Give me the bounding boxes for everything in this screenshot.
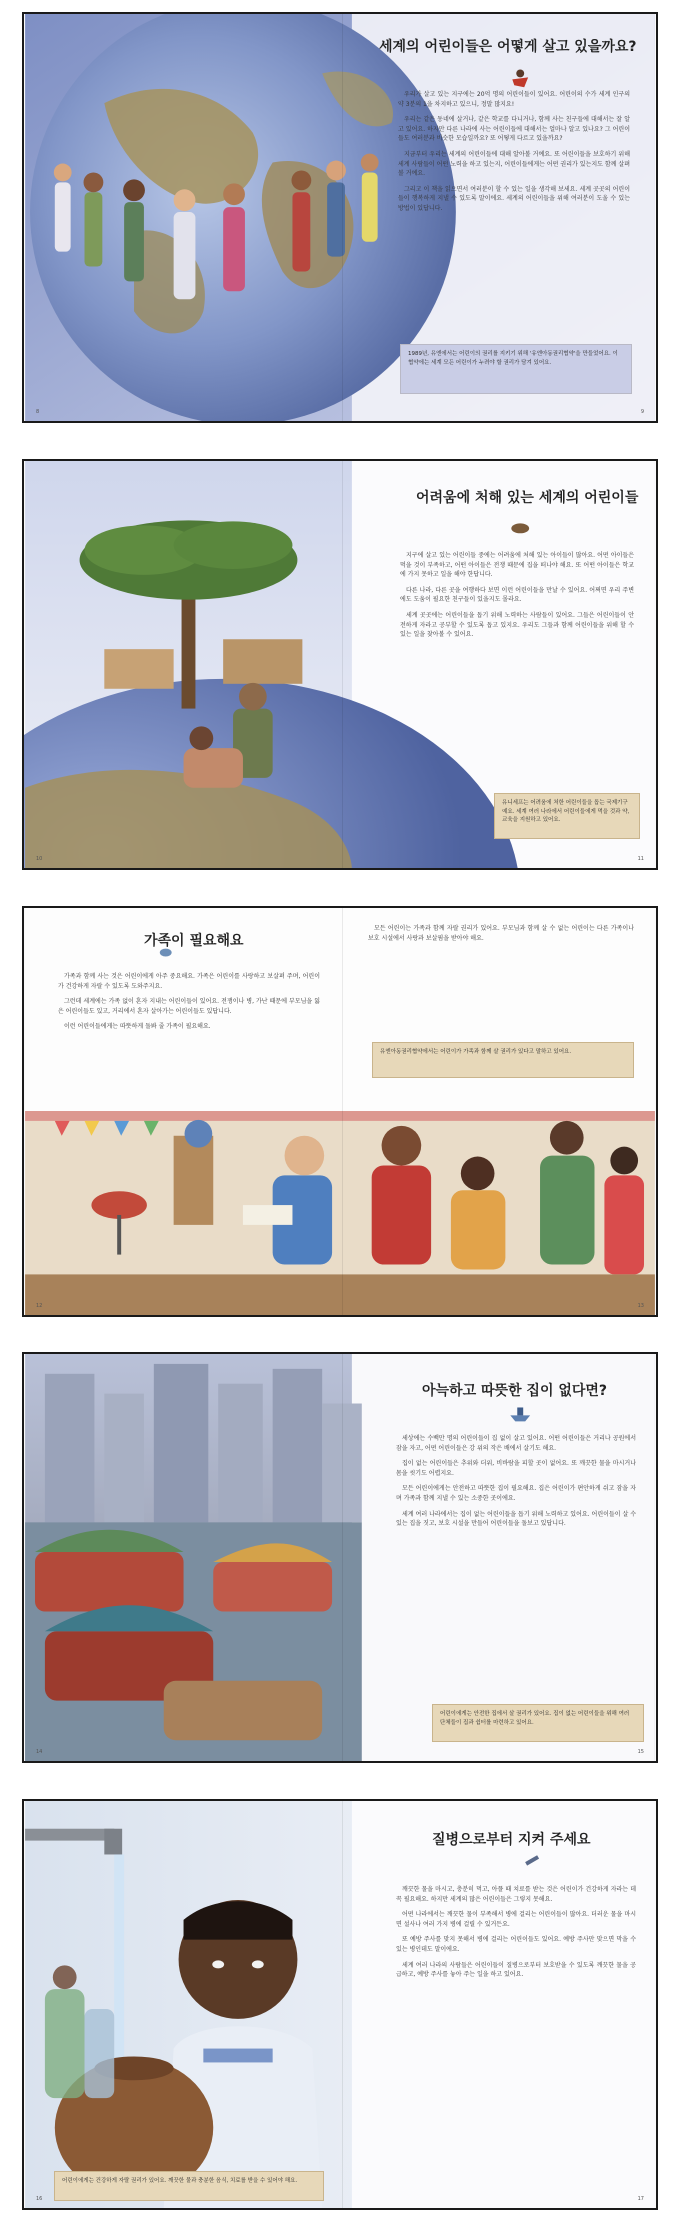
spread-4-paragraph: 모든 어린이에게는 안전하고 따뜻한 집이 필요해요. 집은 어린이가 편안하게 쉬고 잠을 자며 가족과 함께 지낼 수 있는 소중한 곳이에요. — [396, 1485, 636, 1502]
spread-3-paragraph: 모든 어린이는 가족과 함께 자랄 권리가 있어요. 부모님과 함께 살 수 없는 어린이는 다른 가족이나 보호 시설에서 사랑과 보살핌을 받아야 해요. — [368, 925, 634, 942]
spread-5-title: 질병으로부터 지켜 주세요 — [432, 1832, 591, 1848]
spread-5-paragraph: 세계 여러 나라의 사람들은 어린이들이 질병으로부터 보호받을 수 있도록 깨끗한 물을 공급하고, 예방 주사를 놓아 주는 일을 하고 있어요. — [396, 1961, 636, 1979]
page-gutter — [342, 14, 343, 421]
spread-3-body-left — [58, 972, 320, 1102]
page-number-right: 13 — [637, 1303, 644, 1309]
spread-1-paragraph: 지금부터 우리는 세계의 어린이들에 대해 알아볼 거예요. 또 어린이들을 보호하기 위해 세계 사람들이 어떤 노력을 하고 있는지, 어린이들에게는 어떤 권리가 있는지도 함께 살펴볼 거예요. — [398, 150, 630, 178]
spread-5 — [22, 1799, 658, 2210]
page-number-left: 10 — [36, 856, 43, 862]
page-gutter — [342, 1801, 343, 2208]
page-number-left: 12 — [36, 1303, 43, 1309]
spread-2 — [22, 459, 658, 870]
spread-4-paragraph: 세계 여러 나라에서는 집이 없는 어린이들을 돕기 위해 노력하고 있어요. 어린이들이 살 수 있는 집을 짓고, 보호 시설을 만들어 어린이들을 돌보고 있답니다. — [396, 1510, 636, 1528]
spread-3-paragraph: 그런데 세계에는 가족 없이 혼자 지내는 어린이들이 있어요. 전쟁이나 병, 가난 때문에 부모님을 잃은 어린이들도 있고, 거리에서 혼자 살아가는 어린이들도 있답니다. — [58, 998, 320, 1015]
page-gutter — [342, 461, 343, 868]
page-number-right: 17 — [637, 2196, 644, 2202]
spread-5-paragraph: 어떤 나라에서는 깨끗한 물이 부족해서 병에 걸리는 어린이들이 많아요. 더러운 물을 마시면 설사나 여러 가지 병에 걸릴 수 있거든요. — [396, 1911, 636, 1928]
spread-5-paragraph: 깨끗한 물을 마시고, 충분히 먹고, 아플 때 치료를 받는 것은 어린이가 건강하게 자라는 데 꼭 필요해요. 하지만 세계의 많은 어린이들은 그렇지 못해요. — [396, 1886, 636, 1903]
page-number-right: 11 — [637, 856, 644, 862]
spread-3-note-box: 유엔아동권리협약에서는 어린이가 가족과 함께 살 권리가 있다고 말하고 있어요. — [372, 1042, 634, 1078]
spread-1-paragraph: 그리고 이 책을 읽으면서 여러분이 할 수 있는 일을 생각해 보세요. 세계 곳곳의 어린이들이 행복하게 지낼 수 있도록 말이에요. 세계의 어린이들을 위해 여러분이 도울 수 있는 방법이 있답니다. — [398, 185, 630, 212]
spread-1-paragraph: 우리는 같은 동네에 살거나, 같은 학교를 다니거나, 함께 사는 친구들에 대해서는 잘 알고 있어요. 하지만 다른 나라에 사는 어린이들에 대해서는 얼마나 알고 있나요? 그 어린이들도 여러분과 비슷한 모습일까요? 또 어떻게 다르고 있을까요? — [398, 116, 630, 143]
spread-2-paragraph: 다른 나라, 다른 곳을 여행하다 보면 이런 어린이들을 만날 수 있어요. 어쩌면 우리 주변에도 도움이 필요한 친구들이 있을지도 몰라요. — [400, 586, 634, 604]
page-gutter — [342, 908, 343, 1315]
spread-4-title: 아늑하고 따뜻한 집이 없다면? — [422, 1383, 608, 1399]
spread-4-note-box: 어린이에게는 안전한 집에서 살 권리가 있어요. 집이 없는 어린이들을 위해 여러 단체들이 집과 쉼터를 마련하고 있어요. — [432, 1704, 644, 1742]
spread-1-paragraph: 우리가 살고 있는 지구에는 20억 명의 어린이들이 있어요. 어린이의 수가 세계 인구의 약 3분의 1을 차지하고 있으니, 정말 많지요! — [398, 91, 630, 108]
spread-3-body-right — [368, 924, 634, 1034]
spread-1-title: 세계의 어린이들은 어떻게 살고 있을까요? — [379, 39, 637, 55]
spread-2-title: 어려움에 처해 있는 세계의 어린이들 — [416, 490, 639, 506]
spread-1-body — [398, 90, 630, 310]
spread-5-note-box: 어린이에게는 건강하게 자랄 권리가 있어요. 깨끗한 물과 충분한 음식, 치료를 받을 수 있어야 해요. — [54, 2171, 324, 2201]
page-number-left: 14 — [36, 1749, 43, 1755]
spread-3-paragraph: 이런 어린이들에게는 따뜻하게 돌봐 줄 가족이 필요해요. — [64, 1023, 211, 1031]
spread-4-body — [396, 1434, 636, 1690]
page-gutter — [342, 1354, 343, 1761]
page-number-left: 16 — [36, 2196, 43, 2202]
spread-2-paragraph: 지구에 살고 있는 어린이들 중에는 어려움에 처해 있는 아이들이 많아요. 어떤 아이들은 먹을 것이 부족하고, 어떤 아이들은 전쟁 때문에 집을 떠나야 해요. 또 어떤 아이들은 학교에 가지 못하고 일을 해야 한답니다. — [400, 552, 634, 579]
spread-4-paragraph: 세상에는 수백만 명의 어린이들이 집 없이 살고 있어요. 어떤 어린이들은 거리나 공원에서 잠을 자고, 어떤 어린이들은 강 위의 작은 배에서 살기도 해요. — [396, 1435, 636, 1452]
spread-4-paragraph: 집이 없는 어린이들은 추위와 더위, 비바람을 피할 곳이 없어요. 또 깨끗한 물을 마시거나 몸을 씻기도 어렵지요. — [396, 1460, 636, 1477]
spread-3 — [22, 906, 658, 1317]
page-number-left: 8 — [36, 409, 40, 415]
spread-1-note-box: 1989년, 유엔에서는 어린이의 권리를 지키기 위해 '유엔아동권리협약'을 만들었어요. 이 협약에는 세계 모든 어린이가 누려야 할 권리가 담겨 있어요. — [400, 344, 632, 394]
spread-1 — [22, 12, 658, 423]
spread-3-title: 가족이 필요해요 — [144, 933, 244, 949]
spread-5-paragraph: 또 예방 주사를 맞지 못해서 병에 걸리는 어린이들도 있어요. 예방 주사만 맞으면 막을 수 있는 병인데도 말이에요. — [396, 1936, 636, 1953]
page-number-right: 15 — [637, 1749, 644, 1755]
spread-4 — [22, 1352, 658, 1763]
spread-2-body — [400, 551, 634, 781]
spread-2-note-box: 유니세프는 어려움에 처한 어린이들을 돕는 국제기구예요. 세계 여러 나라에서 어린이들에게 먹을 것과 약, 교육을 지원하고 있어요. — [494, 793, 640, 839]
spread-5-body — [396, 1885, 636, 2147]
spread-2-paragraph: 세계 곳곳에는 어린이들을 돕기 위해 노력하는 사람들이 있어요. 그들은 어린이들이 안전하게 자라고 공부할 수 있도록 돕고 있지요. 우리도 그들과 함께 어린이들을 위해 할 수 있는 일을 찾아볼 수 있어요. — [400, 611, 634, 639]
spread-3-paragraph: 가족과 함께 사는 것은 어린이에게 아주 중요해요. 가족은 어린이를 사랑하고 보살펴 주며, 어린이가 건강하게 자랄 수 있도록 도와주지요. — [58, 973, 320, 990]
page-number-right: 9 — [640, 409, 644, 415]
